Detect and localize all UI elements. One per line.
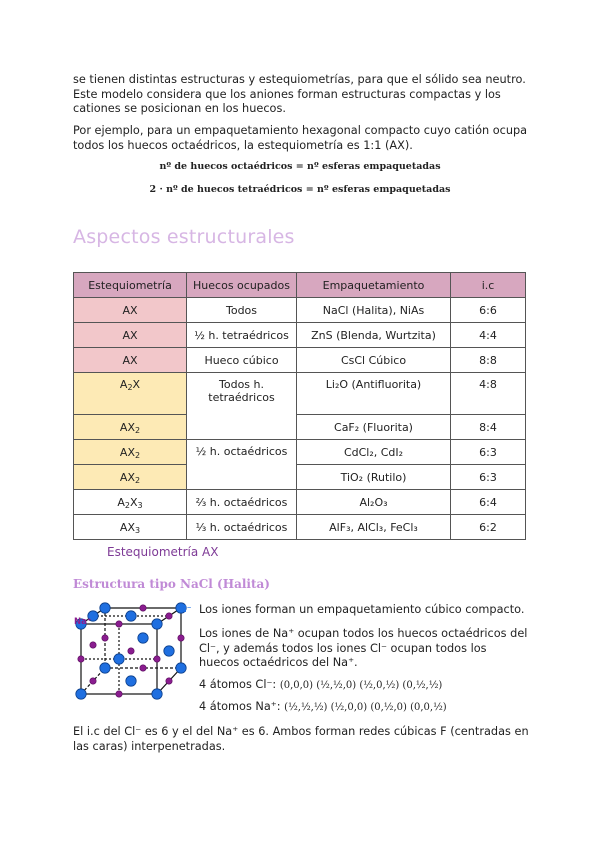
stoichiometry-cell: $AX_2$ (74, 465, 187, 490)
coordination-cell: 6:4 (451, 490, 526, 515)
cl-ion (152, 689, 162, 699)
nacl-sentence-1: Los iones forman un empaquetamiento cúbico compacto. (199, 603, 525, 616)
cl-ion (114, 654, 124, 664)
na-ion (178, 635, 184, 641)
holes-cell: Todos h. tetraédricos (187, 373, 297, 440)
table-row (74, 440, 526, 465)
section-title: Aspectos estructurales (73, 226, 295, 248)
formula-tetrahedral: 2 · nº de huecos tetraédricos = nº esferas empaquetadas (149, 184, 451, 195)
packing-cell: ZnS (Blenda, Wurtzita) (297, 323, 451, 348)
intro-paragraph-2: Por ejemplo, para un empaquetamiento hexagonal compacto cuyo catión ocupa todos los huecos octaédricos, la estequiometría es 1:1 (AX). (73, 124, 528, 152)
packing-cell: NaCl (Halita), NiAs (297, 298, 451, 323)
table-header: Empaquetamiento (297, 273, 451, 298)
packing-cell: CaF₂ (Fluorita) (297, 415, 451, 440)
coordination-cell: 6:3 (451, 440, 526, 465)
na-ion (140, 605, 146, 611)
packing-cell: CdCl₂, CdI₂ (297, 440, 451, 465)
cl-ion (126, 676, 136, 686)
stoichiometry-cell: $A_2X_3$ (74, 490, 187, 515)
stoichiometry-cell: $AX_2$ (74, 440, 187, 465)
table-row (74, 323, 526, 348)
structure-title: Estructura tipo NaCl (Halita) (73, 577, 270, 591)
holes-cell: ⅔ h. octaédricos (187, 490, 297, 515)
cl-ion (152, 619, 162, 629)
table-header-row (74, 273, 526, 298)
na-ion (90, 678, 96, 684)
coordination-cell: 6:2 (451, 515, 526, 540)
coordination-cell: 6:6 (451, 298, 526, 323)
coordination-cell: 6:3 (451, 465, 526, 490)
coordination-cell: 8:4 (451, 415, 526, 440)
label-cl: Cl⁻ (177, 605, 192, 615)
na-ion (78, 656, 84, 662)
table-row (74, 465, 526, 490)
cl-ion (126, 611, 136, 621)
stoichiometry-cell: AX (74, 348, 187, 373)
coordination-cell: 8:8 (451, 348, 526, 373)
formula-octahedral: nº de huecos octaédricos = nº esferas empaquetadas (159, 161, 441, 172)
table-header: i.c (451, 273, 526, 298)
cl-ion (100, 663, 110, 673)
table-header: Huecos ocupados (187, 273, 297, 298)
table-row (74, 515, 526, 540)
holes-cell: ½ h. tetraédricos (187, 323, 297, 348)
na-ion (116, 621, 122, 627)
na-ion (128, 648, 134, 654)
packing-cell: Al₂O₃ (297, 490, 451, 515)
coordination-cell: 4:8 (451, 373, 526, 415)
nacl-crystal-figure (73, 600, 193, 700)
stoichiometry-cell: $A_2X$ (74, 373, 187, 415)
na-ion (102, 635, 108, 641)
table-row (74, 348, 526, 373)
stoichiometry-cell: $AX_2$ (74, 415, 187, 440)
closing-paragraph: El i.c del Cl⁻ es 6 y el del Na⁺ es 6. Ambos forman redes cúbicas F (centradas en las caras) interpenetradas. (73, 725, 529, 753)
cl-ion (76, 689, 86, 699)
cl-ion (138, 633, 148, 643)
stoichiometry-cell: AX (74, 323, 187, 348)
packing-cell: Li₂O (Antifluorita) (297, 373, 451, 415)
intro-paragraph-1: se tienen distintas estructuras y estequiometrías, para que el sólido sea neutro. Este modelo considera que los aniones forman estructuras compactas y los cationes se posicionan en los huecos. (73, 73, 526, 115)
table-row (74, 373, 526, 415)
na-ion (154, 656, 160, 662)
coordination-cell: 4:4 (451, 323, 526, 348)
table-header: Estequiometría (74, 273, 187, 298)
na-positions: 4 átomos Na⁺: (½,½,½) (½,0,0) (0,½,0) (0,0,½) (199, 700, 447, 713)
holes-cell: ½ h. octaédricos (187, 440, 297, 490)
table-row (74, 415, 526, 440)
na-ion (90, 642, 96, 648)
cl-ion (100, 603, 110, 613)
cl-positions: 4 átomos Cl⁻: (0,0,0) (½,½,0) (½,0,½) (0,½,½) (199, 678, 443, 691)
packing-cell: TiO₂ (Rutilo) (297, 465, 451, 490)
structures-table (73, 272, 526, 540)
table-row (74, 298, 526, 323)
nacl-sentence-2: Los iones de Na⁺ ocupan todos los huecos octaédricos del Cl⁻, y además todos los iones Cl⁻ ocupan todos los huecos octaédricos del Na⁺. (199, 627, 528, 669)
table-row (74, 490, 526, 515)
cl-ion (176, 663, 186, 673)
holes-cell: Hueco cúbico (187, 348, 297, 373)
na-ion (166, 613, 172, 619)
holes-cell: Todos (187, 298, 297, 323)
na-ion (116, 691, 122, 697)
stoichiometry-cell: $AX_3$ (74, 515, 187, 540)
subsection-title: Estequiometría AX (107, 545, 219, 559)
na-ion (140, 665, 146, 671)
stoichiometry-cell: AX (74, 298, 187, 323)
na-ion (166, 678, 172, 684)
packing-cell: AlF₃, AlCl₃, FeCl₃ (297, 515, 451, 540)
label-na: Na⁺ (74, 617, 92, 627)
packing-cell: CsCl Cúbico (297, 348, 451, 373)
holes-cell: ⅓ h. octaédricos (187, 515, 297, 540)
cl-ion (164, 646, 174, 656)
